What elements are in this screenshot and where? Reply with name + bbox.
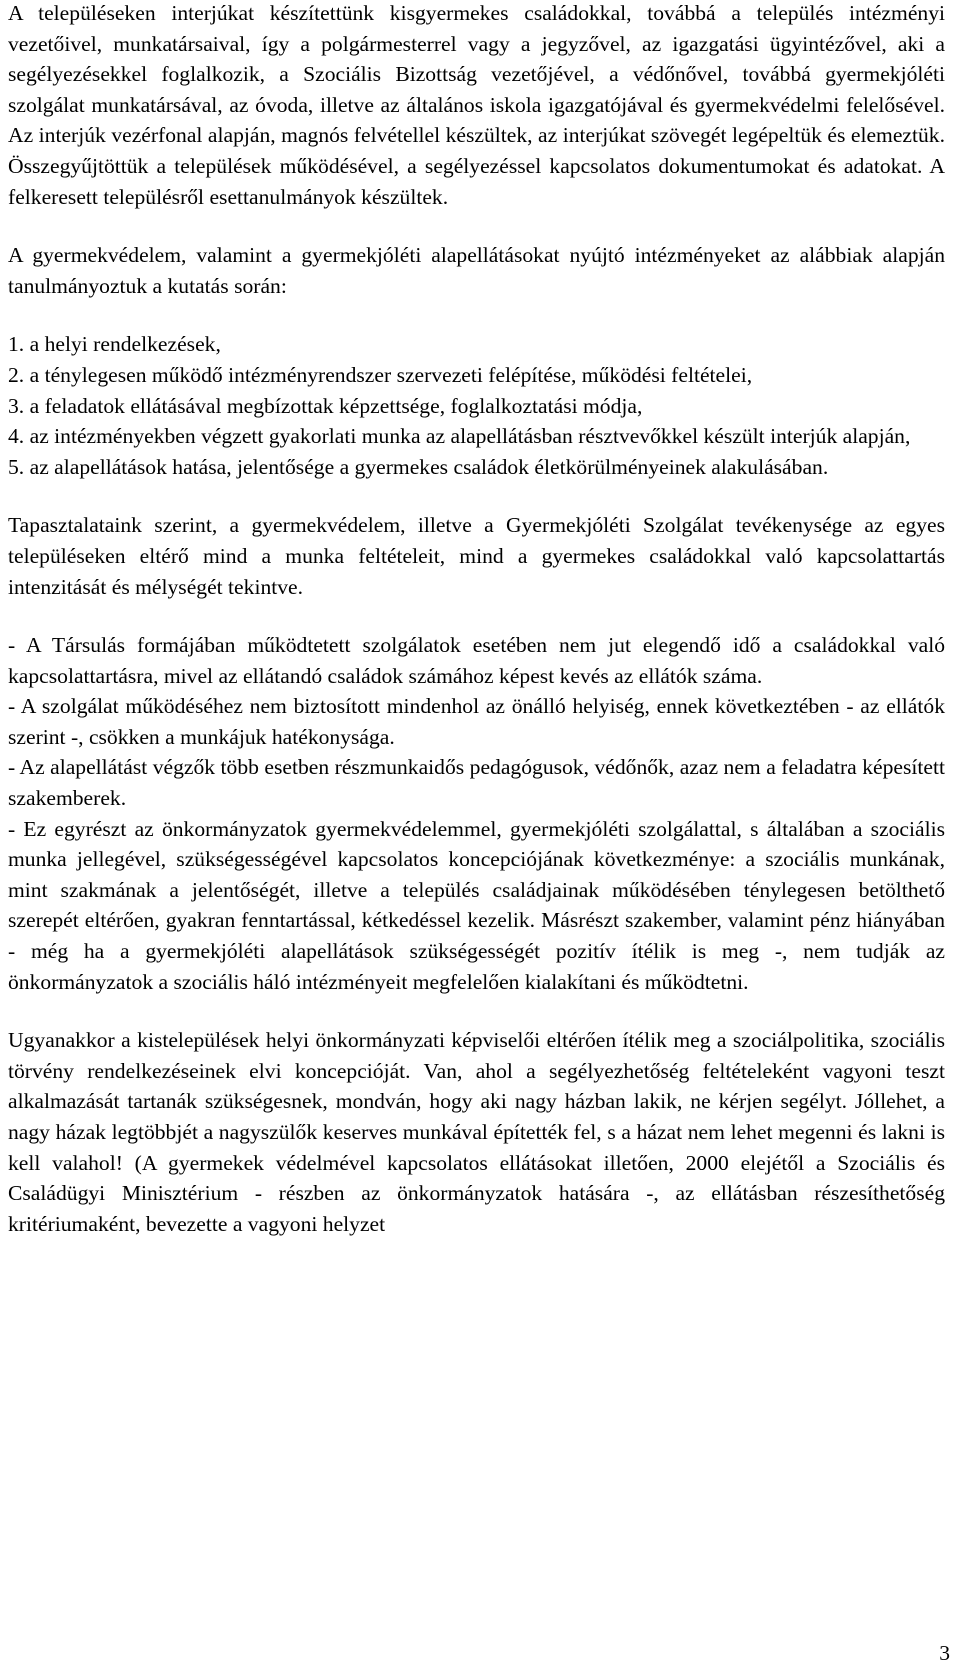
list-item-text: a feladatok ellátásával megbízottak képzettsége, foglalkoztatási módja, bbox=[29, 393, 643, 418]
spacer bbox=[8, 602, 945, 630]
list-item-number: 4. bbox=[8, 424, 25, 449]
paragraph-interviews: A településeken interjúkat készítettünk kisgyermekes családokkal, továbbá a település intézményi vezetőivel, munkatársaival, így a polgármesterrel vagy a jegyzővel, az igazgatási ügyintézővel, aki a segélyezésekkel foglalkozik, a Szociális Bizottság vezetőjével, a védőnővel, továbbá gyermekjóléti szolgálat munkatársával, az óvoda, illetve az általános iskola igazgatójával és gyermekvédelmi felelősével. Az interjúk vezérfonal alapján, magnós felvétellel készültek, az interjúkat szövegét legépeltük és elemeztük. Összegyűjtöttük a települések működésével, a segélyezéssel kapcsolatos dokumentumokat és adatokat. A felkeresett településről esettanulmányok készültek. bbox=[8, 1, 945, 209]
list-item-number: 2. bbox=[8, 362, 25, 387]
list-item-text: az alapellátások hatása, jelentősége a gyermekes családok életkörülményeinek alakulásában. bbox=[29, 454, 829, 479]
list-item-number: 5. bbox=[8, 454, 25, 479]
research-criteria-list bbox=[8, 329, 945, 482]
paragraph-research-scope: A gyermekvédelem, valamint a gyermekjóléti alapellátásokat nyújtó intézményeket az alábbiak alapján tanulmányoztuk a kutatás során: bbox=[8, 243, 945, 298]
paragraph-local-government: Ugyanakkor a kistelepülések helyi önkormányzati képviselői eltérően ítélik meg a szociálpolitika, szociális törvény rendelkezéseinek elvi koncepcióját. Van, ahol a segélyezhetőség feltételeként vagyoni teszt alkalmazását tartanák szükségesnek, mondván, hogy aki nagy házban lakik, ne kérjen segélyt. Jóllehet, a nagy házak legtöbbjét a nagyszülők keserves munkával építették fel, s a házat nem lehet megenni és lakni is kell valahol! (A gyermekek védelmével kapcsolatos ellátásokat illetően, 2000 elejétől a Szociális és Családügyi Minisztérium - részben az önkormányzatok hatására -, az ellátásban részesíthetőség kritériumaként, bevezette a vagyoni helyzet bbox=[8, 1028, 945, 1236]
paragraph-bullet-concept: - Ez egyrészt az önkormányzatok gyermekvédelemmel, gyermekjóléti szolgálattal, s általában a szociális munka jellegével, szükségességével kapcsolatos koncepciójának következménye: a szociális munkának, mint szakmának a jelentőségét, illetve a település családjainak működésében ténylegesen betölthető szerepét eltérően, gyakran fenntartással, kétkedéssel kezelik. Másrészt szakember, valamint pénz hiányában - még ha a gyermekjóléti alapellátások szükségességét pozitív ítélik is meg -, nem tudják az önkormányzatok a szociális háló intézményeit megfelelően kialakítani és működtetni. bbox=[8, 816, 945, 994]
paragraph-bullet-association: - A Társulás formájában működtetett szolgálatok esetében nem jut elegendő idő a családokkal való kapcsolattartásra, mivel az ellátandó családok számához képest kevés az ellátók száma. bbox=[8, 633, 945, 688]
list-item-text: az intézményekben végzett gyakorlati munka az alapellátásban résztvevőkkel készült interjúk alapján, bbox=[29, 424, 911, 449]
spacer bbox=[8, 301, 945, 329]
list-item bbox=[8, 452, 945, 483]
list-item bbox=[8, 421, 945, 452]
spacer bbox=[8, 482, 945, 510]
list-item bbox=[8, 391, 945, 422]
spacer bbox=[8, 997, 945, 1025]
spacer bbox=[8, 212, 945, 240]
document-page bbox=[8, 0, 945, 1239]
paragraph-bullet-staff: - Az alapellátást végzők több esetben részmunkaidős pedagógusok, védőnők, azaz nem a feladatra képesített szakemberek. bbox=[8, 755, 945, 811]
paragraph-bullet-premises: - A szolgálat működéséhez nem biztosított mindenhol az önálló helyiség, ennek következtében - az ellátók szerint -, csökken a munkájuk hatékonysága. bbox=[8, 694, 945, 749]
list-item bbox=[8, 360, 945, 391]
list-item-number: 3. bbox=[8, 393, 25, 418]
page-number: 3 bbox=[939, 1641, 950, 1665]
list-item-number: 1. bbox=[8, 332, 25, 357]
list-item-text: a ténylegesen működő intézményrendszer szervezeti felépítése, működési feltételei, bbox=[29, 362, 753, 387]
list-item-text: a helyi rendelkezések, bbox=[29, 332, 221, 357]
paragraph-experiences: Tapasztalataink szerint, a gyermekvédelem, illetve a Gyermekjóléti Szolgálat tevékenysége az egyes településeken eltérő mind a munka feltételeit, mind a gyermekes családokkal való kapcsolattartás intenzitását és mélységét tekintve. bbox=[8, 513, 945, 599]
list-item bbox=[8, 329, 945, 360]
